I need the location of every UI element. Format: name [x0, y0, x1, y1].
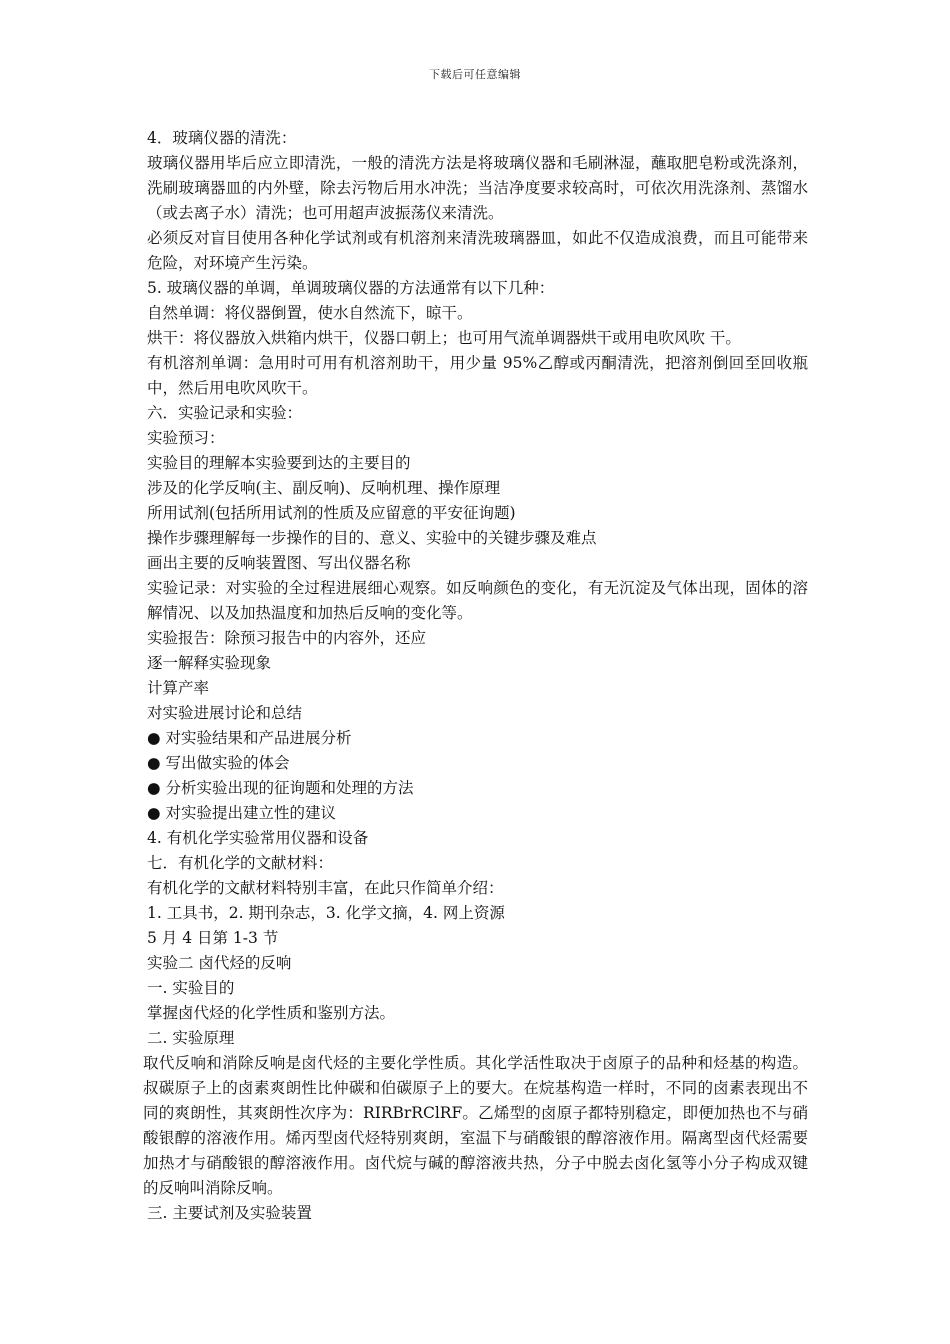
date-session-line: 5 月 4 日第 1-3 节	[147, 929, 279, 947]
list-item-reagents: 所用试剂(包括所用试剂的性质及应留意的平安征询题)	[147, 504, 516, 522]
list-item-solvent-drying: 有机溶剂单调：急用时可用有机溶剂助干，用少量 95%乙醇或丙酮清洗，把溶剂倒回至回收瓶中，然后用电吹风吹干。	[147, 354, 808, 397]
list-item-calculate-yield: 计算产率	[147, 679, 210, 697]
list-item-procedure: 操作步骤理解每一步操作的目的、意义、实验中的关键步骤及难点	[147, 529, 597, 547]
bullet-item-analysis: ● 对实验结果和产品进展分析	[147, 729, 352, 747]
paragraph-objective: 掌握卤代烃的化学性质和鉴别方法。	[147, 1004, 396, 1022]
paragraph-principle: 取代反响和消除反响是卤代烃的主要化学性质。其化学活性取决于卤原子的品种和烃基的构造。叔碳原子上的卤素爽朗性比仲碳和伯碳原子上的要大。在烷基构造一样时，不同的卤素表现出不同的爽朗性，其爽朗性次序为：RIRBrRClRF。乙烯型的卤原子都特别稳定，即便加热也不与硝酸银醇的溶液作用。烯丙型卤代烃特别爽朗，室温下与硝酸银的醇溶液作用。隔离型卤代烃需要加热才与硝酸银的醇溶液作用。卤代烷与碱的醇溶液共热，分子中脱去卤化氢等小分子构成双键的反响叫消除反响。	[143, 1054, 808, 1197]
document-body	[143, 126, 808, 1226]
section-heading-glassware-cleaning: 4．玻璃仪器的清洗：	[147, 129, 297, 147]
paragraph-experiment-report: 实验报告：除预习报告中的内容外，还应	[147, 629, 427, 647]
paragraph-experiment-record: 实验记录：对实验的全过程进展细心观察。如反响颜色的变化，有无沉淀及气体出现，固体的溶解情况、以及加热温度和加热后反响的变化等。	[147, 579, 808, 622]
section-heading-reagents-apparatus: 三. 主要试剂及实验装置	[147, 1204, 312, 1222]
section-heading-literature: 七．有机化学的文献材料：	[147, 854, 334, 872]
section-heading-objective: 一. 实验目的	[147, 979, 235, 997]
list-item-explain-phenomena: 逐一解释实验现象	[147, 654, 272, 672]
experiment-title: 实验二 卤代烃的反响	[147, 954, 292, 972]
list-item-apparatus-drawing: 画出主要的反响装置图、写出仪器名称	[147, 554, 411, 572]
paragraph-literature-intro: 有机化学的文献材料特别丰富，在此只作简单介绍：	[147, 879, 504, 897]
subheading-preview: 实验预习：	[147, 429, 225, 447]
section-heading-principle: 二. 实验原理	[147, 1029, 235, 1047]
section-heading-experiment-records: 六．实验记录和实验：	[147, 404, 303, 422]
list-item-natural-drying: 自然单调：将仪器倒置，使水自然流下，晾干。	[147, 304, 473, 322]
list-item-discussion: 对实验进展讨论和总结	[147, 704, 303, 722]
list-item-literature-resources: 1. 工具书，2. 期刊杂志，3. 化学文摘，4. 网上资源	[147, 904, 505, 922]
section-heading-instruments: 4. 有机化学实验常用仪器和设备	[147, 829, 369, 847]
list-item-oven-drying: 烘干：将仪器放入烘箱内烘干，仪器口朝上；也可用气流单调器烘干或用电吹风吹 干。	[147, 329, 741, 347]
bullet-item-problems: ● 分析实验出现的征询题和处理的方法	[147, 779, 414, 797]
paragraph-cleaning-warning: 必须反对盲目使用各种化学试剂或有机溶剂来清洗玻璃器皿，如此不仅造成浪费，而且可能带来危险，对环境产生污染。	[147, 229, 808, 272]
list-item-purpose: 实验目的理解本实验要到达的主要目的	[147, 454, 411, 472]
section-heading-glassware-drying: 5. 玻璃仪器的单调，单调玻璃仪器的方法通常有以下几种：	[147, 279, 555, 297]
paragraph-cleaning-method: 玻璃仪器用毕后应立即清洗，一般的清洗方法是将玻璃仪器和毛刷淋湿，蘸取肥皂粉或洗涤剂，洗刷玻璃器皿的内外壁，除去污物后用水冲洗；当洁净度要求较高时，可依次用洗涤剂、蒸馏水（或去离子水）清洗；也可用超声波振荡仪来清洗。	[147, 154, 808, 222]
bullet-item-experience: ● 写出做实验的体会	[147, 754, 290, 772]
page-header-note: 下载后可任意编辑	[429, 68, 521, 81]
list-item-reactions: 涉及的化学反响(主、副反响)、反响机理、操作原理	[147, 479, 501, 497]
bullet-item-suggestions: ● 对实验提出建立性的建议	[147, 804, 336, 822]
